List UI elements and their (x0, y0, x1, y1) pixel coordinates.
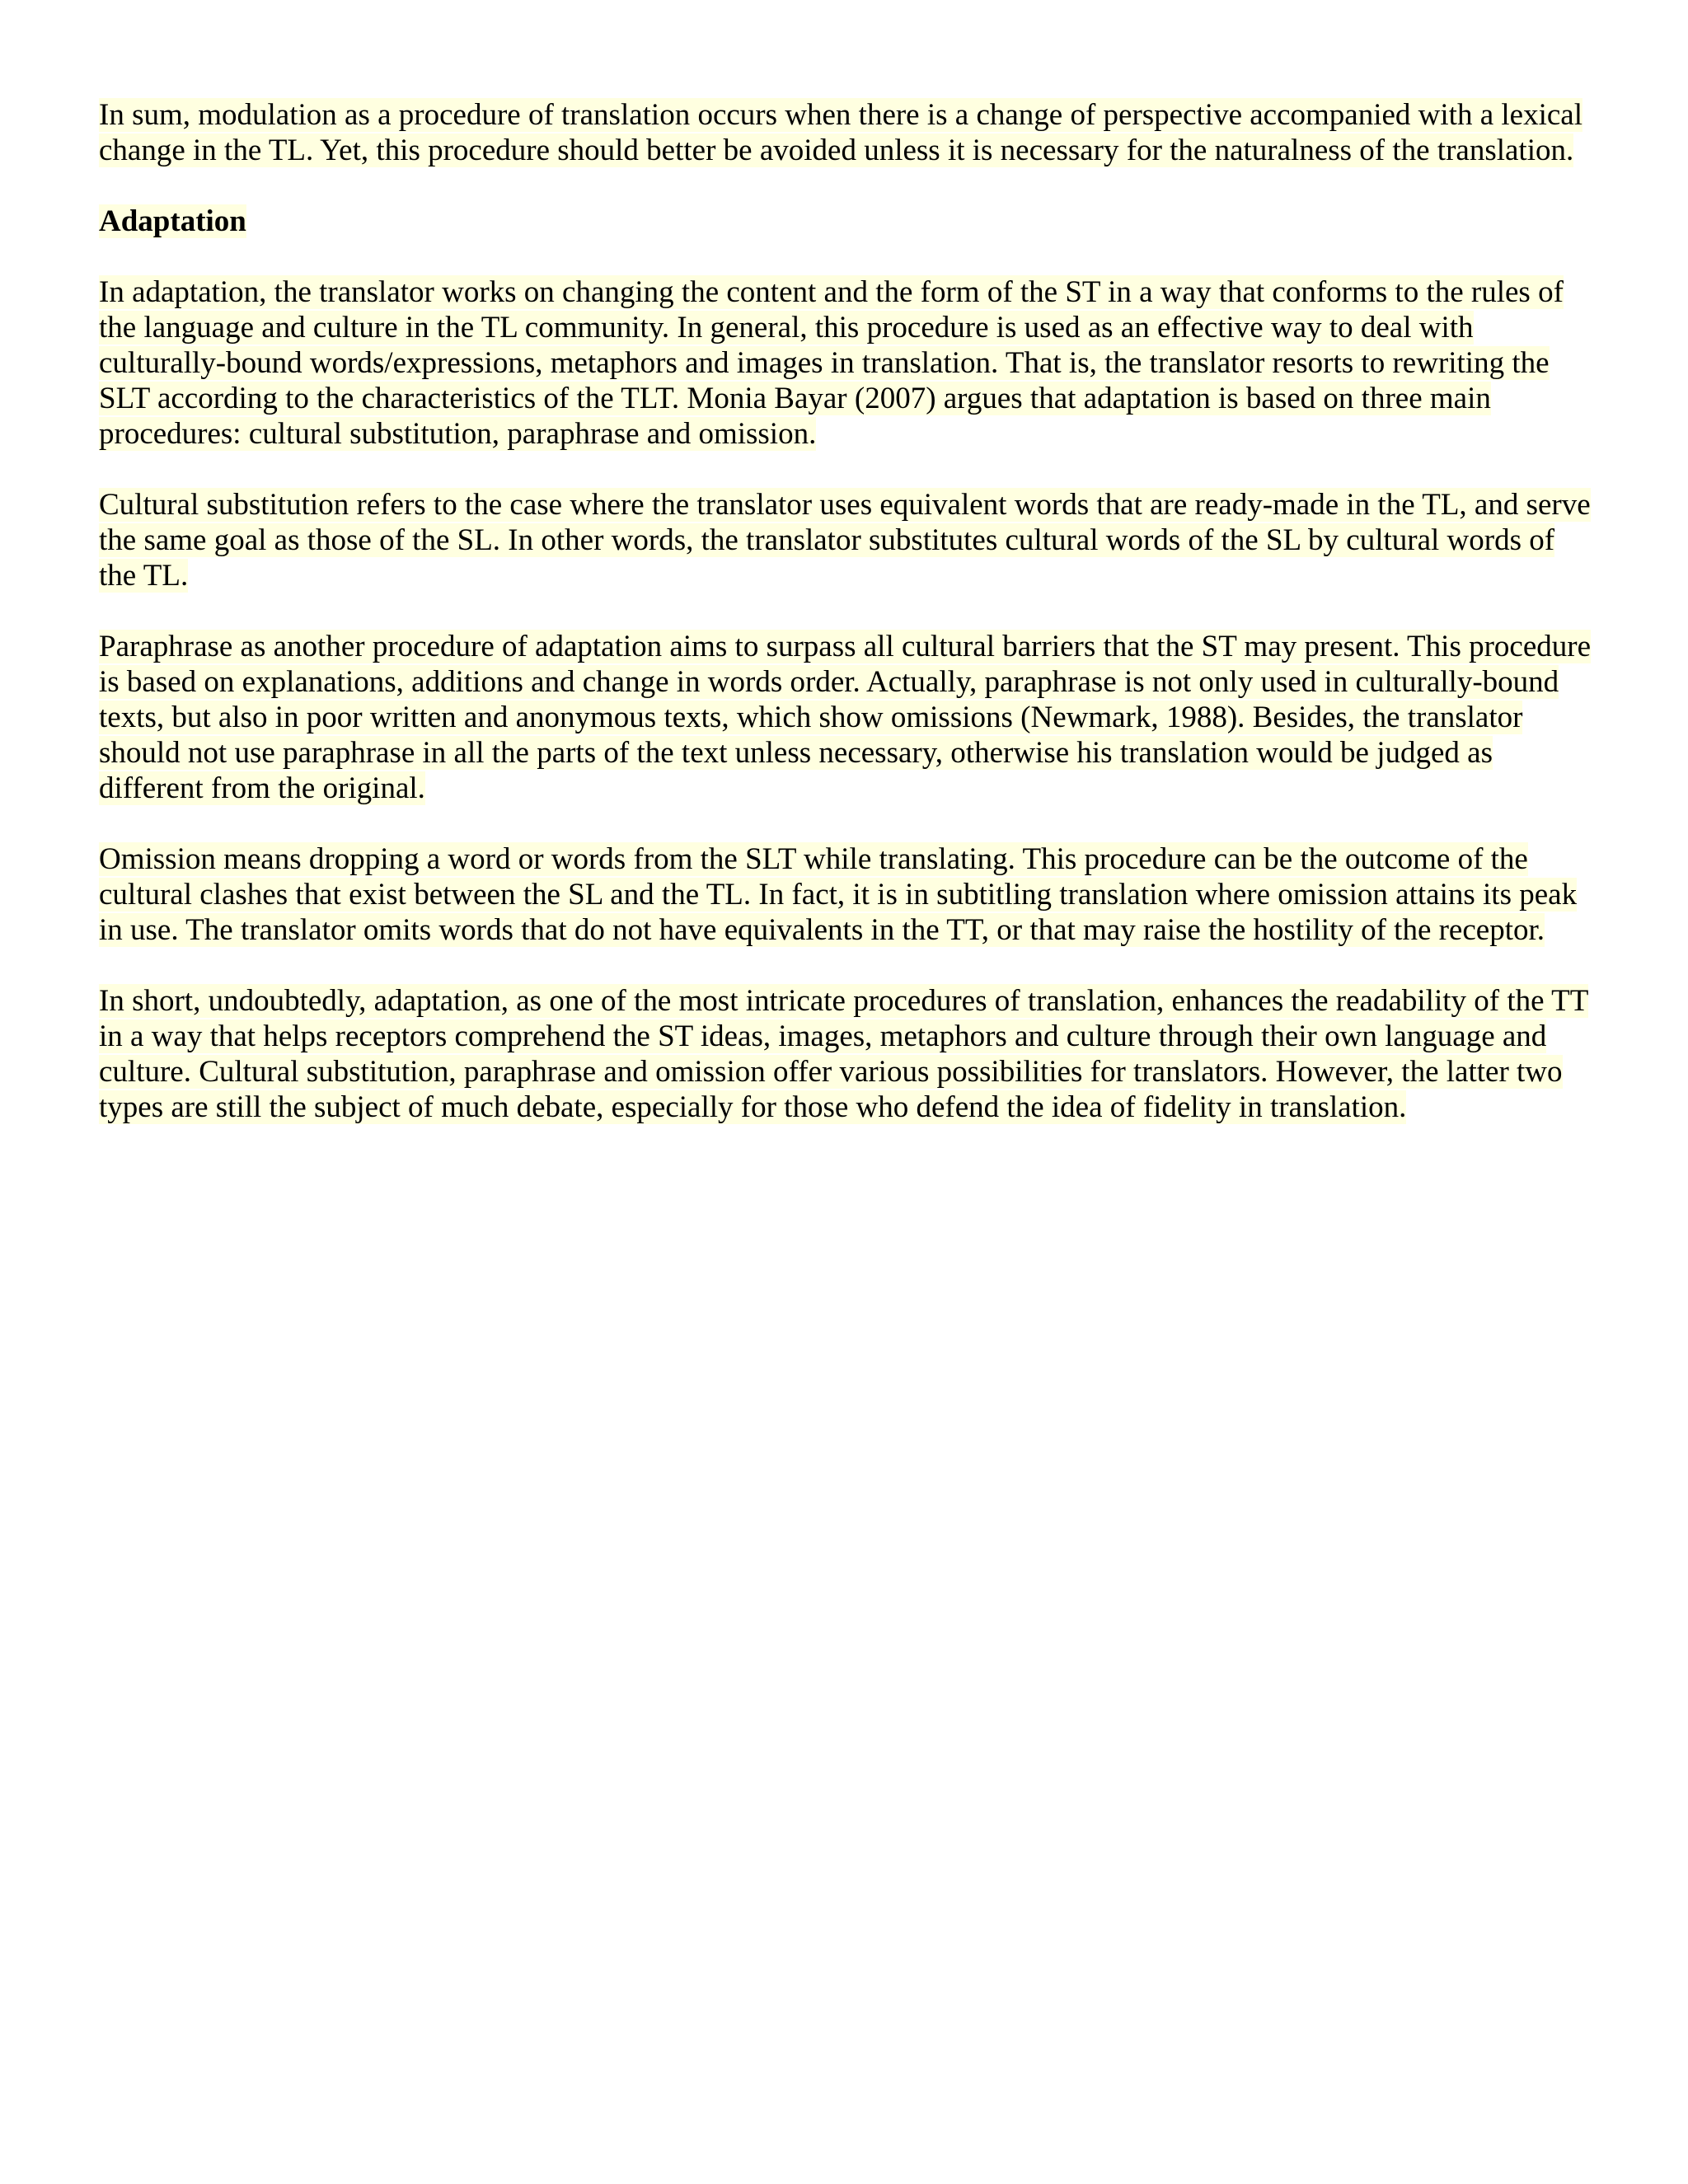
paragraph-text: Paraphrase as another procedure of adaptation aims to surpass all cultural barriers that the ST may present. This procedure is based on explanations, additions and change in words order. Actually, paraphrase is not only used in culturally-bound texts, but also in poor written and anonymous texts, which show omissions (Newmark, 1988). Besides, the translator should not use paraphrase in all the parts of the text unless necessary, otherwise his translation would be judged as different from the original. (99, 630, 1592, 805)
paragraph-conclusion (99, 983, 1591, 1125)
paragraph-text: In adaptation, the translator works on changing the content and the form of the ST in a way that conforms to the rules of the language and culture in the TL community. In general, this procedure is used as an effective way to deal with culturally-bound words/expressions, metaphors and images in translation. That is, the translator resorts to rewriting the SLT according to the characteristics of the TLT. Monia Bayar (2007) argues that adaptation is based on three main procedures: cultural substitution, paraphrase and omission. (99, 275, 1564, 451)
paragraph-modulation-summary (99, 97, 1591, 168)
paragraph-adaptation-definition (99, 274, 1591, 452)
section-heading-adaptation (99, 204, 1591, 239)
paragraph-text: Omission means dropping a word or words from the SLT while translating. This procedure can be the outcome of the cultural clashes that exist between the SL and the TL. In fact, it is in subtitling translation where omission attains its peak in use. The translator omits words that do not have equivalents in the TT, or that may raise the hostility of the receptor. (99, 842, 1578, 947)
paragraph-paraphrase (99, 629, 1591, 806)
heading-text: Adaptation (99, 204, 246, 238)
paragraph-omission (99, 841, 1591, 948)
document-body (99, 97, 1591, 1160)
paragraph-text: Cultural substitution refers to the case where the translator uses equivalent words that are ready-made in the TL, and serve the same goal as those of the SL. In other words, the translator substitutes cultural words of the SL by cultural words of the TL. (99, 488, 1591, 593)
paragraph-cultural-substitution (99, 487, 1591, 593)
paragraph-text: In short, undoubtedly, adaptation, as one of the most intricate procedures of translation, enhances the readability of the TT in a way that helps receptors comprehend the ST ideas, images, metaphors and culture through their own language and culture. Cultural substitution, paraphrase and omission offer various possibilities for translators. However, the latter two types are still the subject of much debate, especially for those who defend the idea of fidelity in translation. (99, 984, 1589, 1124)
paragraph-text: In sum, modulation as a procedure of translation occurs when there is a change of perspective accompanied with a lexical change in the TL. Yet, this procedure should better be avoided unless it is necessary for the naturalness of the translation. (99, 98, 1582, 167)
